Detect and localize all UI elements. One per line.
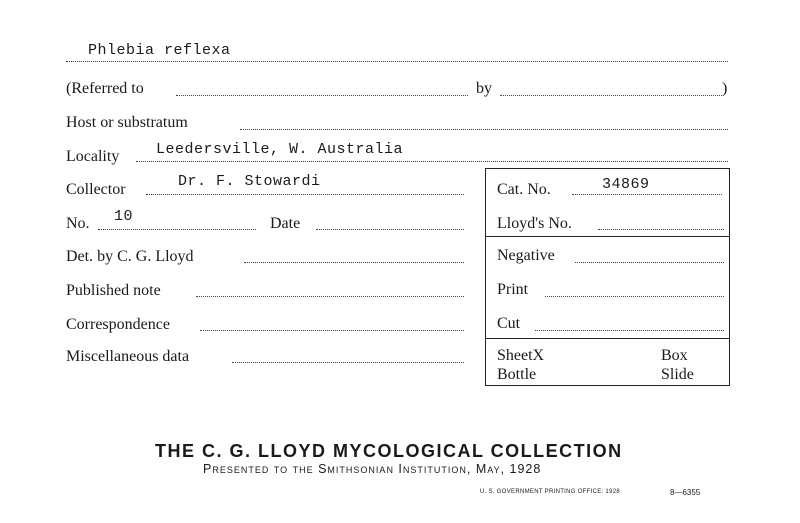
cut-label: Cut [497, 315, 521, 332]
cat-no-line [572, 194, 722, 195]
bottle-label: Bottle [497, 366, 537, 383]
sheet-label: SheetX [497, 347, 545, 364]
species-line [66, 61, 728, 62]
by-label: by [476, 80, 492, 97]
correspondence-label: Correspondence [66, 316, 170, 333]
by-line [500, 95, 722, 96]
no-label: No. [66, 215, 90, 232]
lloyds-no-label: Lloyd's No. [497, 215, 572, 232]
correspondence-line [200, 330, 464, 331]
printing-office-note: U. S. GOVERNMENT PRINTING OFFICE: 1928 [480, 489, 620, 495]
cut-line [535, 330, 724, 331]
date-label: Date [270, 215, 301, 232]
misc-data-line [232, 362, 464, 363]
locality-line [136, 161, 728, 162]
cat-no-label: Cat. No. [497, 181, 551, 198]
date-line [316, 229, 464, 230]
right-box-bottom [485, 385, 730, 386]
collector-value: Dr. F. Stowardi [178, 173, 321, 190]
lloyds-divider [485, 236, 730, 237]
cut-divider [485, 338, 730, 339]
form-number: 8—6355 [670, 488, 701, 497]
negative-label: Negative [497, 247, 555, 264]
referred-to-label: (Referred to [66, 80, 144, 97]
host-line [240, 129, 728, 130]
published-note-label: Published note [66, 282, 161, 299]
right-box-top [485, 168, 730, 169]
no-line [98, 229, 256, 230]
host-label: Host or substratum [66, 114, 188, 131]
box-label: Box [661, 347, 688, 364]
negative-line [575, 262, 724, 263]
print-line [545, 296, 724, 297]
print-label: Print [497, 281, 529, 298]
right-box-right [729, 168, 730, 386]
referred-to-line [176, 95, 468, 96]
lloyds-no-line [598, 229, 724, 230]
misc-data-label: Miscellaneous data [66, 348, 190, 365]
published-note-line [196, 296, 464, 297]
locality-value: Leedersville, W. Australia [156, 141, 404, 158]
det-by-line [244, 262, 464, 263]
cat-no-value: 34869 [602, 176, 650, 193]
no-value: 10 [114, 208, 134, 225]
collection-subtitle: Presented to the Smithsonian Institution, May, 1928 [203, 462, 542, 476]
collector-label: Collector [66, 181, 126, 198]
species-name: Phlebia reflexa [88, 42, 231, 59]
slide-label: Slide [661, 366, 694, 383]
collection-title: THE C. G. LLOYD MYCOLOGICAL COLLECTION [155, 441, 623, 461]
collector-line [146, 194, 464, 195]
det-by-label: Det. by C. G. Lloyd [66, 248, 194, 265]
close-paren: ) [722, 80, 728, 97]
right-box-left [485, 168, 486, 386]
locality-label: Locality [66, 148, 120, 165]
